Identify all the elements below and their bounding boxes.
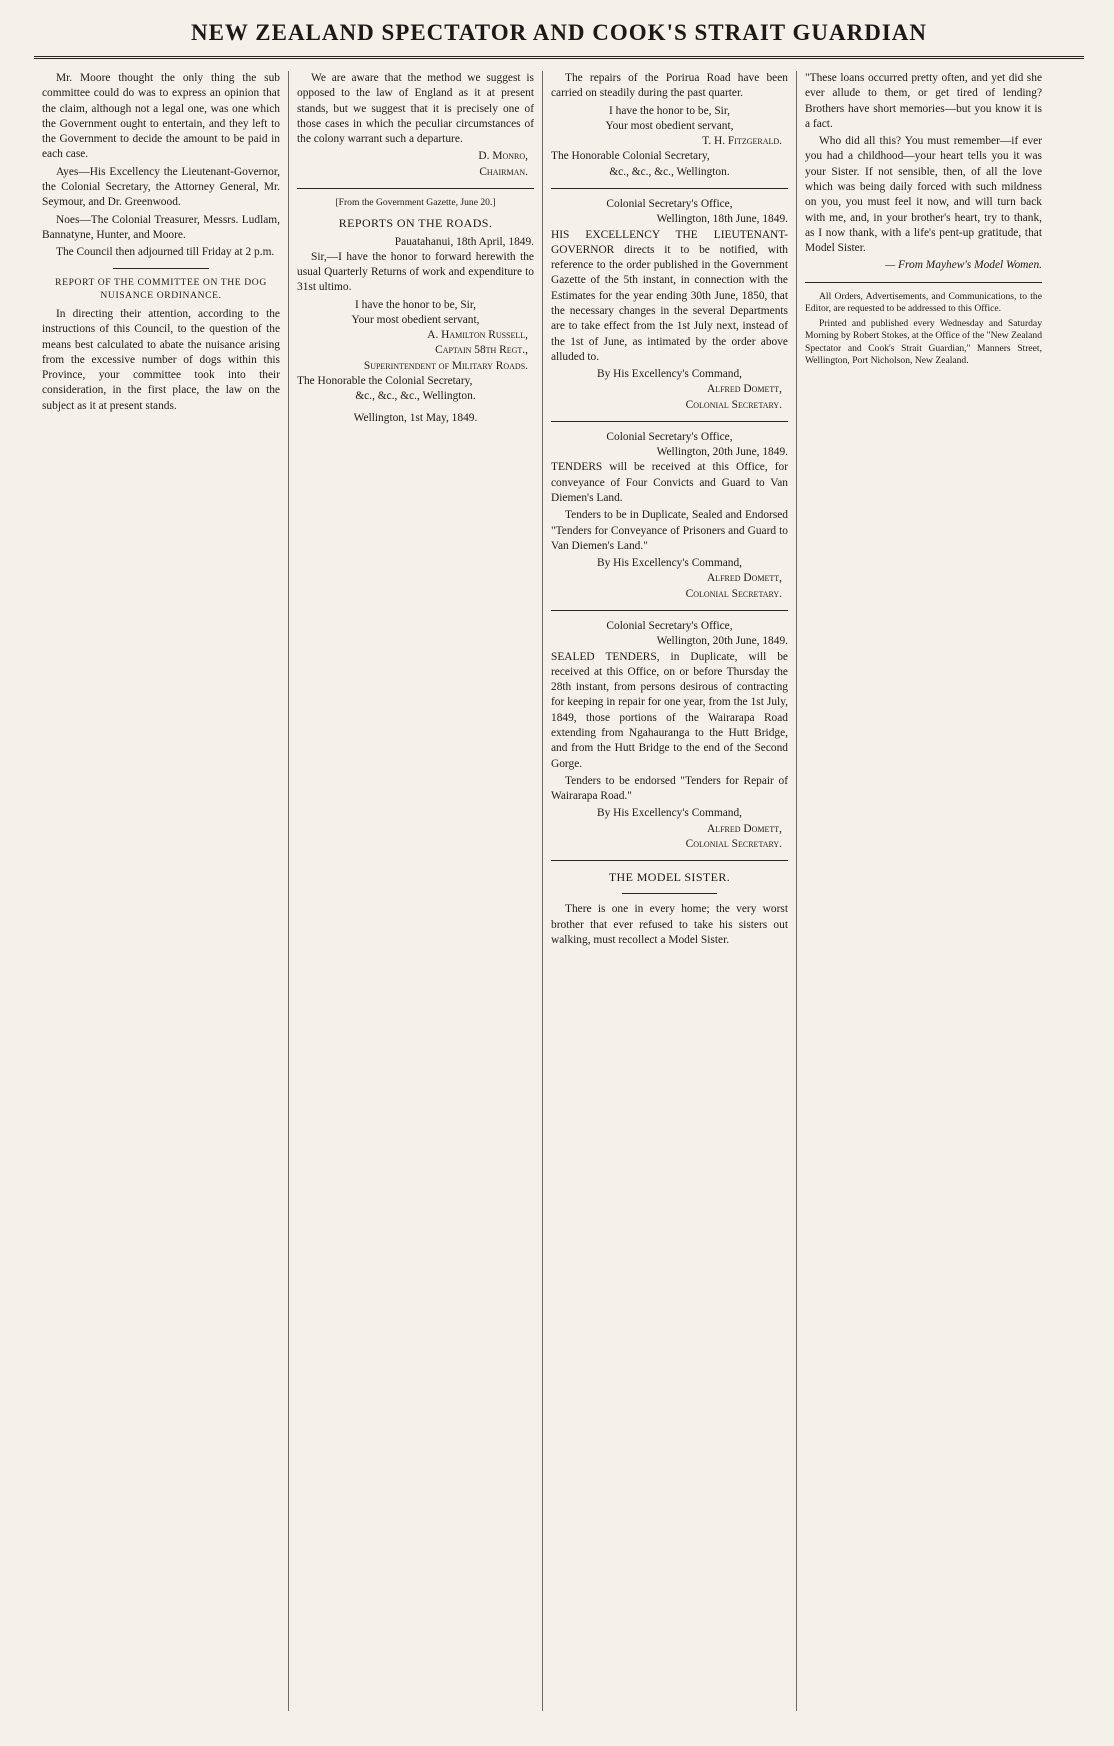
signature-title: Chairman.: [479, 165, 528, 178]
divider: [551, 610, 788, 611]
signature: Alfred Domett,: [706, 572, 782, 585]
notice-body: Tenders to be in Duplicate, Sealed and Endorsed "Tenders for Conveyance of Prisoners and Guard to Van Diemen's Land.": [551, 509, 788, 552]
signature: Alfred Domett,: [706, 383, 782, 396]
paragraph: In directing their attention, according to the instructions of this Council, to the question of the means best calculated to abate the nuisance arising from the excessive number of dogs within this Province, your committee took into their consideration, in the first place, the law on the subject as it at present stands.: [42, 308, 280, 412]
signature-title: Superintendent of Military Roads.: [363, 359, 528, 372]
divider: [551, 421, 788, 422]
signature-title: Captain 58th Regt.,: [435, 344, 528, 357]
paragraph: There is one in every home; the very worst brother that ever refused to take his sisters out walking, must recollect a Model Sister.: [551, 903, 788, 946]
adjourn-line: The Council then adjourned till Friday at 2 p.m.: [56, 246, 275, 259]
signature: Alfred Domett,: [706, 822, 782, 835]
command-line: By His Excellency's Command,: [596, 557, 743, 570]
masthead: NEW ZEALAND SPECTATOR AND COOK'S STRAIT GUARDIAN: [190, 20, 927, 45]
divider: [805, 282, 1042, 283]
office-line: Colonial Secretary's Office,: [606, 197, 733, 210]
paragraph: Who did all this? You must remember—if ever you had a childhood—your heart tells you it was your Sister. If not sensible, then, of all the love which was being daily forced with such mildness on you, you must feel it now, and will turn back with me, and, in your brother's heart, try to thank, as I now thank, with a life's pent-up gratitude, that Model Sister.: [805, 135, 1042, 255]
signature-title: Colonial Secretary.: [685, 837, 782, 850]
closing: Your most obedient servant,: [605, 119, 734, 132]
addressee: The Honorable Colonial Secretary,: [551, 150, 710, 163]
notice-body: TENDERS will be received at this Office, for conveyance of Four Convicts and Guard to Van Diemen's Land.: [551, 461, 788, 505]
noes-line: Noes—The Colonial Treasurer, Messrs. Ludlam, Bannatyne, Hunter, and Moore.: [42, 213, 280, 241]
signature: D. Monro,: [478, 150, 528, 163]
paragraph: Mr. Moore thought the only thing the sub committee could do was to express an opinion that the claim, although not a legal one, was one which the Government ought to entertain, and they left to the Government to decide the amount to be paid in each case.: [42, 72, 280, 161]
ayes-line: Ayes—His Excellency the Lieutenant-Governor, the Colonial Secretary, the Attorney General, Mr. Seymour, and Dr. Greenwood.: [42, 165, 280, 209]
paragraph: The repairs of the Porirua Road have been carried on steadily during the past quarter.: [551, 72, 788, 100]
section-heading: REPORT OF THE COMMITTEE ON THE DOG NUISANCE ORDINANCE.: [55, 277, 267, 302]
columns: [34, 71, 1084, 1711]
closing: I have the honor to be, Sir,: [608, 104, 730, 117]
divider: [622, 893, 717, 894]
addressee: &c., &c., &c., Wellington.: [609, 165, 730, 178]
imprint: Printed and published every Wednesday and Saturday Morning by Robert Stokes, at the Office of the "New Zealand Spectator and Cook's Strait Guardian," Manners Street, Wellington, Port Nicholson, New Zealand.: [805, 317, 1042, 366]
addressee: The Honorable the Colonial Secretary,: [297, 375, 473, 388]
office-line: Colonial Secretary's Office,: [606, 620, 733, 632]
divider: [297, 188, 534, 189]
notice-body: SEALED TENDERS, in Duplicate, will be received at this Office, on or before Thursday the 28th instant, from persons desirous of contracting for keeping in repair for one year, from the 1st July, 1849, those portions of the Wairarapa Road extending from Ngahauranga to the Hutt Bridge, and from the Hutt Bridge to the end of the Second Gorge.: [551, 650, 788, 770]
notice-body: HIS EXCELLENCY THE LIEUTENANT-GOVERNOR directs it to be notified, with reference to the order published in the Government Gazette of the 5th instant, in connection with the Estimates for the year ending 30th June, 1850, that the necessary changes in the several Departments are to take effect from the 1st July next, instead of the 1st of June, as intimated by the order above alluded to.: [551, 228, 788, 363]
paragraph: Sir,—I have the honor to forward herewith the usual Quarterly Returns of work and expenditure to 31st ultimo.: [297, 250, 534, 294]
signature: T. H. Fitzgerald.: [702, 135, 782, 148]
column-4: [796, 71, 1050, 1711]
place-date: Pauatahanui, 18th April, 1849.: [394, 235, 534, 248]
place-date: Wellington, 20th June, 1849.: [656, 446, 788, 459]
column-2: [288, 71, 542, 1711]
closing: I have the honor to be, Sir,: [354, 298, 476, 311]
divider: [551, 860, 788, 861]
masthead-rule: [34, 56, 1084, 63]
section-heading: THE MODEL SISTER.: [608, 870, 731, 885]
notice-body: Tenders to be endorsed "Tenders for Repair of Wairarapa Road.": [551, 774, 788, 803]
paragraph: "These loans occurred pretty often, and yet did she ever allude to them, or get tired of lending? Brothers have short memories—but you know it is a fact.: [805, 72, 1042, 130]
credit-line: — From Mayhew's Model Women.: [885, 259, 1042, 272]
column-1: [34, 71, 288, 1711]
command-line: By His Excellency's Command,: [596, 807, 743, 820]
signature-title: Colonial Secretary.: [685, 398, 782, 411]
addressee: &c., &c., &c., Wellington.: [355, 390, 476, 403]
signature: A. Hamilton Russell,: [427, 329, 528, 342]
place-date: Wellington, 1st May, 1849.: [353, 411, 478, 424]
column-3: [542, 71, 796, 1711]
signature-title: Colonial Secretary.: [685, 587, 782, 600]
place-date: Wellington, 18th June, 1849.: [656, 213, 788, 226]
section-heading: REPORTS ON THE ROADS.: [338, 216, 493, 231]
divider: [113, 268, 208, 269]
gazette-line: [From the Government Gazette, June 20.]: [335, 196, 496, 208]
footer-note: All Orders, Advertisements, and Communications, to the Editor, are requested to be addressed to this Office.: [805, 290, 1042, 315]
closing: Your most obedient servant,: [351, 313, 480, 326]
place-date: Wellington, 20th June, 1849.: [656, 635, 788, 648]
command-line: By His Excellency's Command,: [596, 368, 743, 381]
office-line: Colonial Secretary's Office,: [606, 430, 733, 443]
paragraph: We are aware that the method we suggest is opposed to the law of England as it at present stands, but we suggest that it is precisely one of those cases in which the peculiar circumstances of the colony warrant such a departure.: [297, 72, 534, 146]
divider: [551, 188, 788, 189]
